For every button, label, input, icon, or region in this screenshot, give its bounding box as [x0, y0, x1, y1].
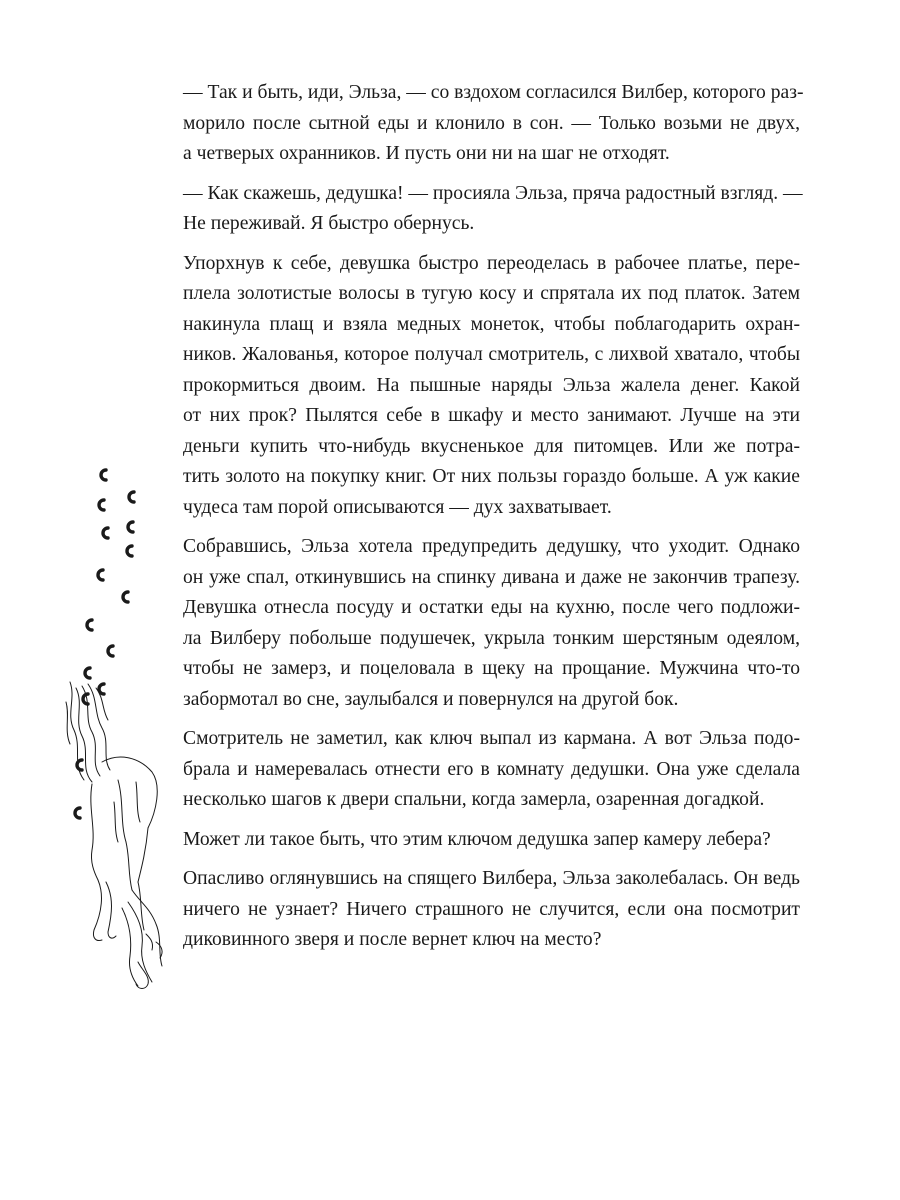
text-line: чтобы не замерз, и поцеловала в щеку на прощание. Мужчина что-то [183, 658, 800, 679]
paragraph-6 [183, 825, 800, 856]
text-line: он уже спал, откинувшись на спинку дивана и даже не закончив трапезу. [183, 566, 800, 588]
text-line: плела золотистые волосы в тугую косу и спрятала их под платок. Затем [183, 283, 800, 304]
text-line: ла Вилберу побольше подушечек, укрыла тонким шерстяным одеялом, [183, 627, 800, 649]
text-line: морило после сытной еды и клонило в сон. — Только возьми не двух, [183, 112, 800, 134]
text-line: прокормиться двоим. На пышные наряды Эльза жалела денег. Какой [183, 374, 800, 396]
text-line: Смотритель не заметил, как ключ выпал из кармана. А вот Эльза подо- [183, 728, 800, 749]
text-line: несколько шагов к двери спальни, когда замерла, озаренная догадкой. [183, 789, 765, 810]
text-line: деньги купить что-нибудь вкусненькое для питомцев. Или же потра- [183, 435, 800, 457]
text-line: забормотал во сне, заулыбался и повернулся на другой бок. [183, 688, 679, 710]
text-line: тить золото на покупку книг. От них пользы гораздо больше. А уж какие [183, 466, 800, 487]
text-line: — Так и быть, иди, Эльза, — со вздохом согласился Вилбер, которого раз- [183, 82, 804, 103]
paragraph-3 [183, 249, 800, 524]
text-line: диковинного зверя и после вернет ключ на место? [183, 929, 602, 950]
text-line: Девушка отнесла посуду и остатки еды на кухню, после чего подложи- [183, 597, 800, 618]
text-line: — Как скажешь, дедушка! — просияла Эльза, пряча радостный взгляд. — [183, 182, 803, 204]
text-line: брала и намеревалась отнести его в комнату дедушки. Она уже сделала [183, 758, 800, 780]
horse-and-horseshoe-tracks-icon [58, 462, 170, 992]
paragraph-1 [183, 78, 804, 170]
paragraph-7 [183, 864, 800, 956]
paragraph-5 [183, 724, 800, 816]
text-line: Не переживай. Я быстро обернусь. [183, 213, 475, 234]
text-line: Упорхнув к себе, девушка быстро переоделась в рабочее платье, пере- [183, 252, 800, 274]
text-line: Опасливо оглянувшись на спящего Вилбера, Эльза заколебалась. Он ведь [183, 868, 800, 889]
text-line: Может ли такое быть, что этим ключом дедушка запер камеру лебера? [183, 828, 771, 850]
text-line: чудеса там порой описываются — дух захватывает. [183, 496, 612, 518]
text-line: а четверых охранников. И пусть они ни на шаг не отходят. [183, 143, 670, 164]
main-text [183, 78, 804, 965]
text-line: ников. Жалованья, которое получал смотритель, с лихвой хватало, чтобы [183, 344, 800, 365]
text-line: Собравшись, Эльза хотела предупредить дедушку, что уходит. Однако [183, 536, 800, 557]
paragraph-2 [183, 179, 803, 240]
text-line: накинула плащ и взяла медных монеток, чтобы поблагодарить охран- [183, 313, 800, 335]
paragraph-4 [183, 532, 800, 715]
text-line: ничего не узнает? Ничего страшного не случится, если она посмотрит [183, 898, 800, 920]
text-line: от них прок? Пылятся себе в шкафу и место занимают. Лучше на эти [183, 405, 800, 426]
